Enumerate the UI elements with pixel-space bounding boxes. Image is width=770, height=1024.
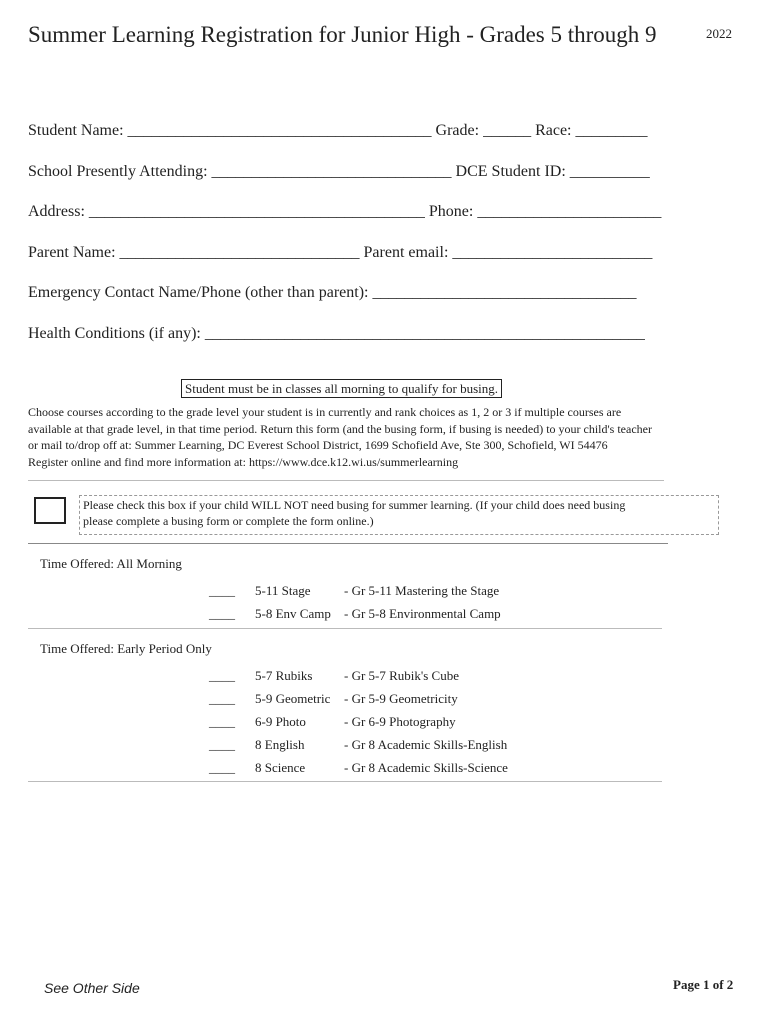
address-field[interactable]: Address: __________________________________________ Phone: _______________________ [28,203,662,220]
course-desc: - Gr 8 Academic Skills-Science [344,760,508,775]
instructions [28,404,652,470]
course-code: 6-9 Photo [255,714,306,729]
school-field[interactable]: School Presently Attending: ______________________________ DCE Student ID: __________ [28,163,650,180]
divider [28,781,662,782]
emergency-contact-field[interactable]: Emergency Contact Name/Phone (other than parent): _________________________________ [28,284,637,301]
page-title: Summer Learning Registration for Junior High - Grades 5 through 9 [28,22,657,47]
no-busing-checkbox[interactable] [34,497,66,524]
busing-line: please complete a busing form or complete the form online.) [83,514,374,528]
instruction-line: or mail to/drop off at: Summer Learning, DC Everest School District, 1699 Schofield Ave, Ste 300, Schofield, WI 54476 [28,438,608,452]
page-number: Page 1 of 2 [673,977,734,992]
course-desc: - Gr 6-9 Photography [344,714,456,729]
course-code: 8 English [255,737,305,752]
instruction-line: available at that grade level, in that time period. Return this form (and the busing form, if busing is needed) to your child's teacher [28,421,652,436]
parent-field[interactable]: Parent Name: ______________________________ Parent email: _________________________ [28,244,653,261]
rank-blank[interactable]: ____ [209,606,235,621]
instruction-line: Register online and find more information at: https://www.dce.k12.wi.us/summerlearning [28,454,459,469]
divider [28,628,662,629]
rank-blank[interactable]: ____ [209,668,235,683]
section-label-all-morning: Time Offered: All Morning [40,556,182,571]
course-code: 5-11 Stage [255,583,311,598]
course-desc: - Gr 5-11 Mastering the Stage [344,583,500,598]
divider [28,480,664,481]
section-label-early-period: Time Offered: Early Period Only [40,641,212,656]
year-label: 2022 [706,26,732,41]
rank-blank[interactable]: ____ [209,737,235,752]
instruction-line: Choose courses according to the grade level your student is in currently and rank choices as 1, 2 or 3 if multiple courses are [28,405,622,419]
course-code: 5-9 Geometric [255,691,331,706]
divider [28,543,668,544]
student-name-field[interactable]: Student Name: ______________________________________ Grade: ______ Race: _________ [28,122,648,139]
see-other-side: See Other Side [44,980,140,996]
course-desc: - Gr 5-9 Geometricity [344,691,458,706]
course-code: 5-8 Env Camp [255,606,331,621]
rank-blank[interactable]: ____ [209,714,235,729]
course-desc: - Gr 5-8 Environmental Camp [344,606,501,621]
rank-blank[interactable]: ____ [209,691,235,706]
busing-notice: Student must be in classes all morning to qualify for busing. [181,379,502,398]
health-conditions-field[interactable]: Health Conditions (if any): _______________________________________________________ [28,325,645,342]
course-code: 8 Science [255,760,306,775]
rank-blank[interactable]: ____ [209,760,235,775]
busing-text-box [79,495,719,535]
course-desc: - Gr 8 Academic Skills-English [344,737,508,752]
rank-blank[interactable]: ____ [209,583,235,598]
course-code: 5-7 Rubiks [255,668,313,683]
busing-line: Please check this box if your child WILL NOT need busing for summer learning. (If your child does need busing [83,498,626,512]
course-desc: - Gr 5-7 Rubik's Cube [344,668,460,683]
